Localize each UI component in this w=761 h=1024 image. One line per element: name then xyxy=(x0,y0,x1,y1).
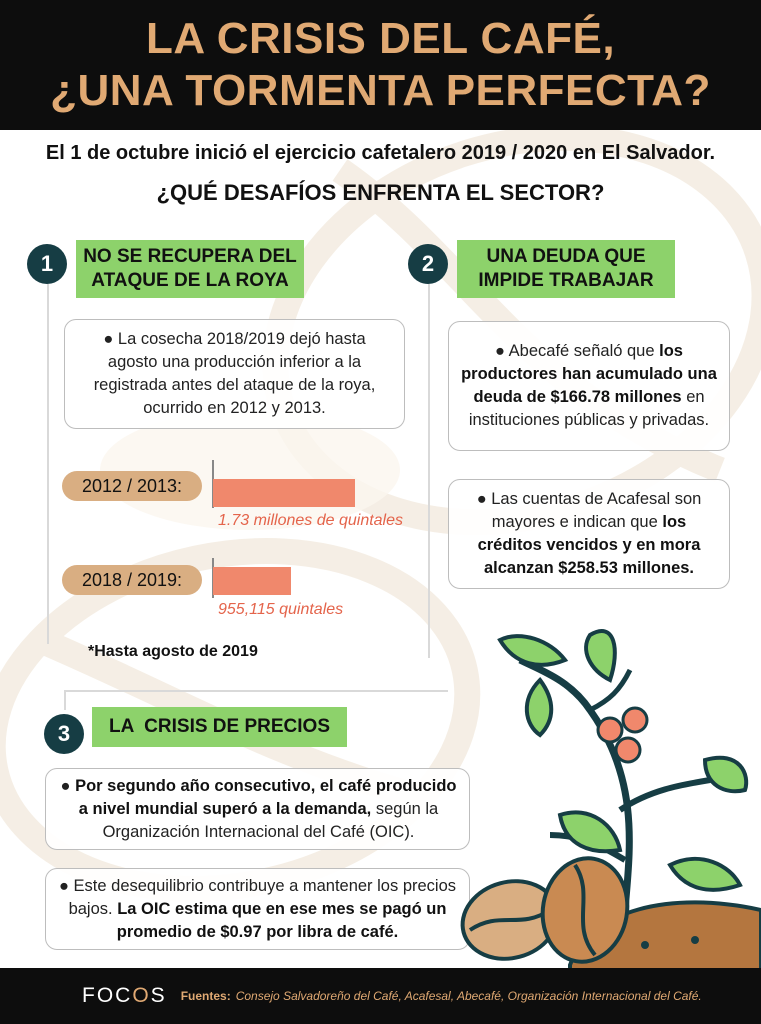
category-label: 2012 / 2013: xyxy=(62,471,202,501)
subtitle: El 1 de octubre inició el ejercicio cafetalero 2019 / 2020 en El Salvador. xyxy=(45,142,716,164)
sources-label: Fuentes: xyxy=(180,989,231,1003)
section-3-number: 3 xyxy=(44,714,84,754)
chart-footnote: *Hasta agosto de 2019 xyxy=(88,643,258,660)
card-text-bold: los créditos vencidos y en mora alcanzan $258.53 millones. xyxy=(477,513,701,577)
bar-2018-2019 xyxy=(213,567,291,595)
section-3-card-1 xyxy=(45,768,470,850)
category-label: 2018 / 2019: xyxy=(62,565,202,595)
coffee-bean-icon xyxy=(454,851,636,969)
section-2-card-1 xyxy=(448,321,730,451)
title-line-2: ¿UNA TORMENTA PERFECTA? xyxy=(50,66,711,115)
section-3-card-2 xyxy=(45,868,470,950)
title-line-1: LA CRISIS DEL CAFÉ, xyxy=(145,14,616,63)
section-1-card xyxy=(64,319,405,429)
bar-2012-2013 xyxy=(213,479,355,507)
section-1-heading xyxy=(76,240,304,298)
logo-prefix: FOC xyxy=(82,984,133,1007)
card-text-post: según la Organización Internacional del Café (OIC). xyxy=(102,799,439,841)
logo-accent: O xyxy=(132,984,151,1007)
section3-connector-v xyxy=(64,690,66,710)
section-1-number: 1 xyxy=(27,244,67,284)
bar-data-label: 955,115 quintales xyxy=(218,601,344,618)
section-2-number: 2 xyxy=(408,244,448,284)
bullet: ● xyxy=(60,776,71,795)
coffee-plant-icon xyxy=(440,610,761,970)
bullet: ● xyxy=(58,876,69,895)
bar-data-label: 1.73 millones de quintales xyxy=(218,512,404,529)
section-3-heading: LA CRISIS DE PRECIOS xyxy=(92,707,347,747)
card-text-pre: Este desequilibrio contribuye a mantener los precios bajos. xyxy=(68,876,457,918)
section-2-card-2 xyxy=(448,479,730,589)
sources-text: Consejo Salvadoreño del Café, Acafesal, Abecafé, Organización Internacional del Café. xyxy=(235,989,702,1003)
section-1-card-text: La cosecha 2018/2019 dejó hasta agosto una producción inferior a la registrada antes del ataque de la roya, ocurrido en 2012 y 2013. xyxy=(93,330,376,417)
card-text-bold: los productores han acumulado una deuda de $166.78 millones xyxy=(461,342,717,406)
section2-connector xyxy=(428,284,430,658)
bullet: ● xyxy=(476,490,487,508)
logo-suffix: S xyxy=(150,984,167,1007)
footer-bar xyxy=(0,968,761,1024)
card-text-bold: Por segundo año consecutivo, el café producido a nivel mundial superó a la demanda, xyxy=(75,776,457,818)
header-banner xyxy=(0,0,761,130)
section-1-heading-line2: ATAQUE DE LA ROYA xyxy=(91,270,289,291)
section-1-heading-line1: NO SE RECUPERA DEL xyxy=(83,246,297,267)
focos-logo xyxy=(82,984,167,1008)
section-2-heading xyxy=(457,240,675,298)
section1-connector xyxy=(47,284,49,644)
card-text-pre: Las cuentas de Acafesal son mayores e indican que xyxy=(491,490,702,531)
question-heading: ¿QUÉ DESAFÍOS ENFRENTA EL SECTOR? xyxy=(156,180,605,205)
coffee-cherry-icon xyxy=(598,708,647,762)
card-text-bold: La OIC estima que en ese mes se pagó un promedio de $0.97 por libra de café. xyxy=(116,899,447,941)
section-2-heading-line1: UNA DEUDA QUE xyxy=(486,246,646,267)
bullet: ● xyxy=(103,330,114,348)
card-text-post: en instituciones públicas y privadas. xyxy=(468,388,710,429)
card-text-pre: Abecafé señaló que xyxy=(508,342,660,360)
bullet: ● xyxy=(495,342,505,360)
section3-connector-h xyxy=(64,690,448,692)
section-2-heading-line2: IMPIDE TRABAJAR xyxy=(478,270,654,291)
